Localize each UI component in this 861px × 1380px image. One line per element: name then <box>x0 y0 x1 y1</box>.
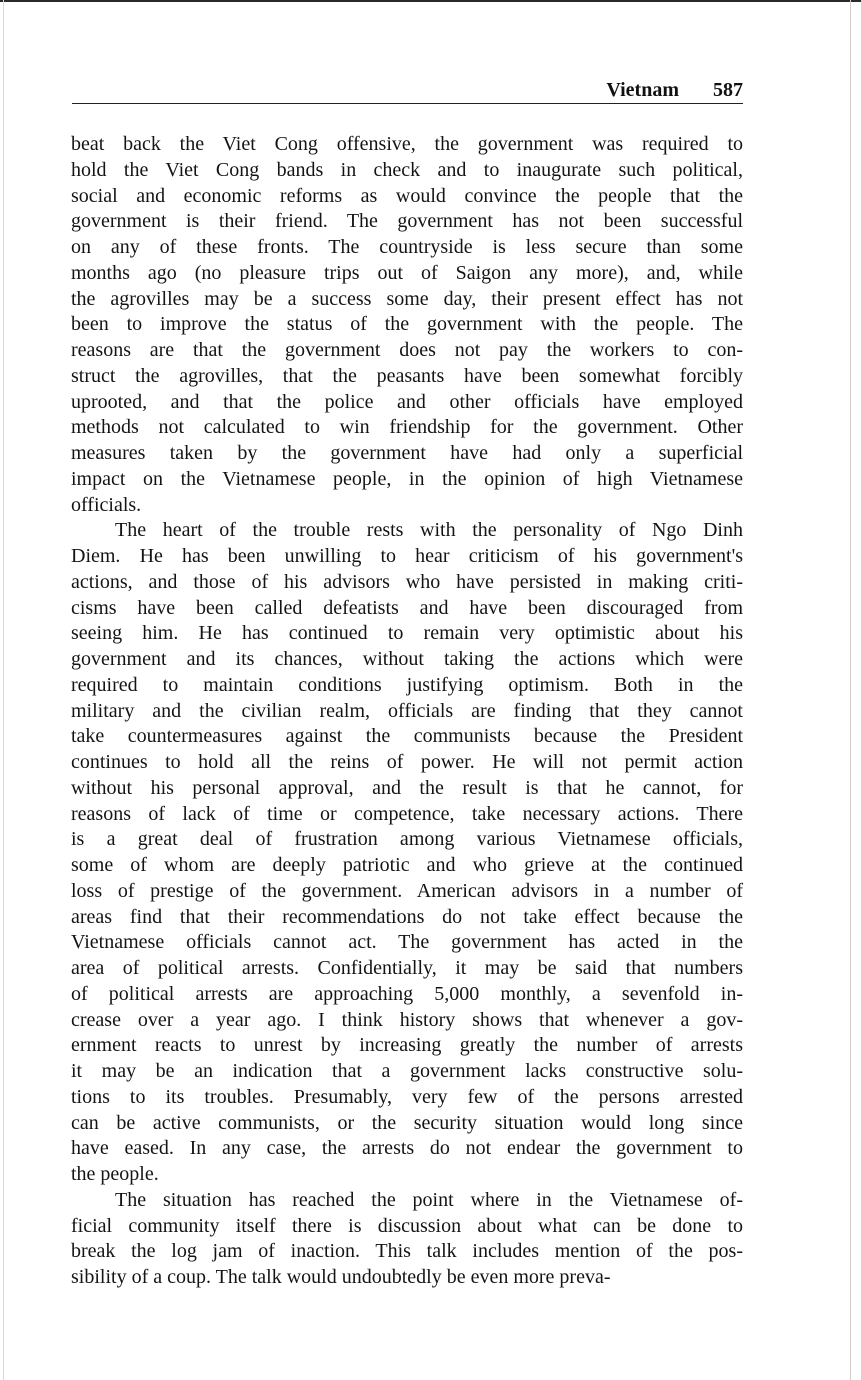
section-title: Vietnam <box>606 79 679 101</box>
text-line: take countermeasures against the communists because the President <box>71 725 743 748</box>
body-text <box>71 132 743 1291</box>
text-line: ficial community itself there is discussion about what can be done to <box>71 1214 743 1237</box>
text-line: loss of prestige of the government. American advisors in a number of <box>71 879 743 902</box>
text-line: struct the agrovilles, that the peasants have been somewhat forcibly <box>71 364 743 387</box>
text-line: government and its chances, without taking the actions which were <box>71 648 743 670</box>
paragraph <box>71 1188 743 1291</box>
page-left-edge <box>3 0 4 1380</box>
text-line: have eased. In any case, the arrests do not endear the government to <box>71 1137 743 1160</box>
text-line: can be active communists, or the security situation would long since <box>71 1111 743 1134</box>
text-line: reasons are that the government does not pay the workers to con- <box>71 339 743 361</box>
text-line: sibility of a coup. The talk would undoubtedly be even more preva- <box>71 1266 611 1288</box>
text-line: of political arrests are approaching 5,000 monthly, a sevenfold in- <box>71 982 743 1005</box>
text-line: actions, and those of his advisors who have persisted in making criti- <box>71 570 743 593</box>
header-rule <box>72 103 743 104</box>
text-line: it may be an indication that a government lacks constructive solu- <box>71 1060 743 1082</box>
text-line: methods not calculated to win friendship for the government. Other <box>71 416 743 439</box>
text-line: hold the Viet Cong bands in check and to inaugurate such political, <box>71 158 743 181</box>
text-line: measures taken by the government have had only a superficial <box>71 442 743 464</box>
text-line: months ago (no pleasure trips out of Saigon any more), and, while <box>71 261 743 284</box>
text-line: beat back the Viet Cong offensive, the government was required to <box>71 133 743 155</box>
text-line: social and economic reforms as would convince the people that the <box>71 184 743 207</box>
page-number: 587 <box>713 79 743 101</box>
page-top-edge <box>0 0 861 2</box>
text-line: on any of these fronts. The countryside is less secure than some <box>71 236 743 258</box>
text-line: crease over a year ago. I think history shows that whenever a gov- <box>71 1008 743 1031</box>
text-line: The situation has reached the point where in the Vietnamese of- <box>115 1188 743 1211</box>
text-line: ernment reacts to unrest by increasing greatly the number of arrests <box>71 1034 743 1057</box>
text-line: military and the civilian realm, officials are finding that they cannot <box>71 699 743 722</box>
text-line: cisms have been called defeatists and have been discouraged from <box>71 596 743 619</box>
text-line: uprooted, and that the police and other officials have employed <box>71 390 743 413</box>
paragraph <box>71 518 743 1188</box>
text-line: area of political arrests. Confidentially, it may be said that numbers <box>71 957 743 979</box>
text-line: seeing him. He has continued to remain very optimistic about his <box>71 622 743 645</box>
text-line: Diem. He has been unwilling to hear criticism of his government's <box>71 545 743 567</box>
text-line: continues to hold all the reins of power. He will not permit action <box>71 751 743 773</box>
text-line: government is their friend. The government has not been successful <box>71 210 743 233</box>
text-line: required to maintain conditions justifying optimism. Both in the <box>71 673 743 696</box>
running-head <box>72 78 743 102</box>
text-line: the agrovilles may be a success some day, their present effect has not <box>71 287 743 310</box>
text-line: break the log jam of inaction. This talk includes mention of the pos- <box>71 1240 743 1263</box>
text-line: officials. <box>71 493 142 516</box>
text-line: without his personal approval, and the result is that he cannot, for <box>71 776 743 799</box>
paragraph <box>71 132 743 518</box>
text-line: been to improve the status of the government with the people. The <box>71 313 743 336</box>
text-line: some of whom are deeply patriotic and who grieve at the continued <box>71 854 743 876</box>
text-line: Vietnamese officials cannot act. The government has acted in the <box>71 931 743 954</box>
text-line: The heart of the trouble rests with the personality of Ngo Dinh <box>115 519 743 542</box>
text-line: tions to its troubles. Presumably, very few of the persons arrested <box>71 1085 743 1108</box>
text-line: is a great deal of frustration among various Vietnamese officials, <box>71 828 743 851</box>
text-line: areas find that their recommendations do not take effect because the <box>71 905 743 928</box>
text-line: reasons of lack of time or competence, take necessary actions. There <box>71 802 743 825</box>
page-right-edge <box>850 0 851 1380</box>
text-line: the people. <box>71 1163 159 1185</box>
text-line: impact on the Vietnamese people, in the opinion of high Vietnamese <box>71 467 743 490</box>
